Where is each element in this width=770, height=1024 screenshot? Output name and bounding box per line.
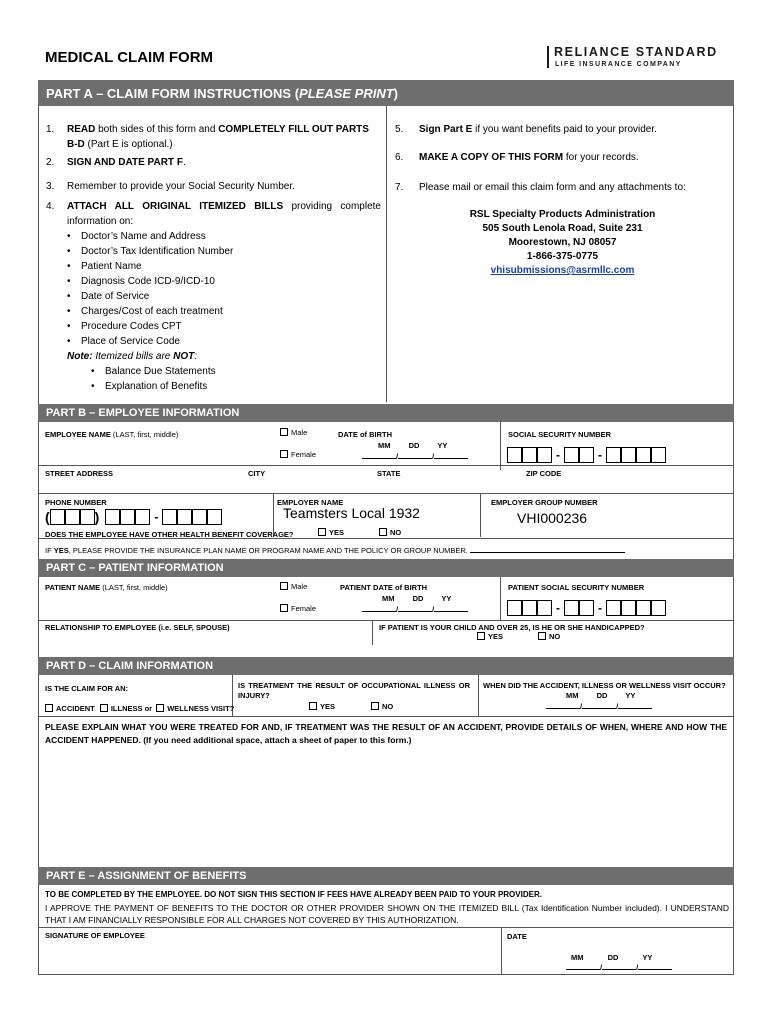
signature-field[interactable] xyxy=(40,940,498,974)
employee-male-option[interactable]: Male xyxy=(280,428,307,437)
list-item: • Place of Service Code xyxy=(67,334,381,349)
employee-female-option[interactable]: Female xyxy=(280,450,316,459)
list-item: • Procedure Codes CPT xyxy=(67,319,381,334)
part-a-divider xyxy=(386,106,387,402)
part-a-header: PART A – CLAIM FORM INSTRUCTIONS (PLEASE PRINT) xyxy=(38,80,734,106)
signature-date-field[interactable]: / / xyxy=(566,962,672,972)
phone-input[interactable]: ( ) - xyxy=(45,509,222,525)
state-label: STATE xyxy=(377,469,401,478)
employee-name-label: EMPLOYEE NAME (LAST, first, middle) xyxy=(45,430,179,439)
part-a-left-instructions: 1. READ both sides of this form and COMPLETELY FILL OUT PARTS B-D (Part E is optional.) 2. SIGN AND DATE PART F. 3. Remember to provide your Social Security Number. 4. ATTACH ALL ORIGINAL ITEMIZED BILLS providing complete information on: • Doctor’s Name and Address • Doctor’s Tax Identification Number • Patient Name • Diagnosis Code ICD-9/ICD-10 • Date of Service • Charges/Cost of each treatment • Procedure Codes CPT • Place of Service Code Note: Itemized bills are NOT: • Balance Due Statements • Explanation of Benefits xyxy=(46,122,381,394)
list-item: • Diagnosis Code ICD-9/ICD-10 xyxy=(67,274,381,289)
patient-dob-field[interactable]: / / xyxy=(362,604,468,614)
part-e-instruction: TO BE COMPLETED BY THE EMPLOYEE. DO NOT SIGN THIS SECTION IF FEES HAVE ALREADY BEEN PAID TO YOUR PROVIDER. xyxy=(45,890,542,899)
employer-name-label: EMPLOYER NAME xyxy=(277,498,344,507)
email-link[interactable]: vhisubmissions@asrmllc.com xyxy=(490,265,635,276)
occupational-question: IS TREATMENT THE RESULT OF OCCUPATIONAL ILLNESS OR INJURY? xyxy=(238,681,470,700)
list-item: • Balance Due Statements xyxy=(91,364,381,379)
part-d-header: PART D – CLAIM INFORMATION xyxy=(38,657,734,675)
form-title: MEDICAL CLAIM FORM xyxy=(45,49,214,66)
itemized-bill-info-list xyxy=(67,229,381,349)
occurrence-date-field[interactable]: / / xyxy=(546,701,652,711)
claim-type-options xyxy=(45,704,234,713)
itemized-bill-note: Note: Itemized bills are NOT: xyxy=(67,351,198,362)
patient-dob-label: PATIENT DATE of BIRTH xyxy=(340,583,428,592)
illness-option[interactable]: ILLNESS or xyxy=(100,704,152,713)
zip-label: ZIP CODE xyxy=(526,469,562,478)
street-label: STREET ADDRESS xyxy=(45,469,114,478)
other-coverage-no[interactable]: NO xyxy=(379,528,401,537)
handicapped-question: IF PATIENT IS YOUR CHILD AND OVER 25, IS HE OR SHE HANDICAPPED? xyxy=(379,623,645,632)
occupational-yes[interactable]: YES xyxy=(309,702,335,711)
list-item: • Date of Service xyxy=(67,289,381,304)
employee-dob-field[interactable]: / / xyxy=(362,451,468,461)
part-a-title: PART A – CLAIM FORM INSTRUCTIONS xyxy=(46,86,292,101)
treatment-explanation-label: PLEASE EXPLAIN WHAT YOU WERE TREATED FOR AND, IF TREATMENT WAS THE RESULT OF AN ACCIDENT, PROVIDE DETAILS OF WHEN, WHERE AND HOW THE ACCIDENT HAPPENED. (If you need additional space, attach a sheet of paper to this form.) xyxy=(45,722,727,745)
other-coverage-details: IF YES, PLEASE PROVIDE THE INSURANCE PLAN NAME OR PROGRAM NAME AND THE POLICY OR GROUP NUMBER. xyxy=(45,546,625,555)
patient-female-option[interactable]: Female xyxy=(280,604,316,613)
part-e-authorization: I APPROVE THE PAYMENT OF BENEFITS TO THE DOCTOR OR OTHER PROVIDER SHOWN ON THE ITEMIZED BILL (Tax Identification Number included). I UNDERSTAND THAT I AM FINANCIALLY RESPONSIBLE FOR ALL CHARGES NOT COVERED BY THIS AUTHORIZATION. xyxy=(45,903,729,925)
group-number-value[interactable]: VHI000236 xyxy=(517,510,588,526)
not-itemized-list xyxy=(91,364,381,394)
ssn-label: SOCIAL SECURITY NUMBER xyxy=(508,430,612,439)
part-b-header: PART B – EMPLOYEE INFORMATION xyxy=(38,404,734,422)
treatment-explanation-field[interactable] xyxy=(40,750,732,865)
wellness-option[interactable]: WELLNESS VISIT? xyxy=(156,704,234,713)
relationship-label: RELATIONSHIP TO EMPLOYEE (i.e. SELF, SPOUSE) xyxy=(45,623,230,632)
ssn-input[interactable]: - - xyxy=(507,447,666,463)
patient-male-option[interactable]: Male xyxy=(280,582,307,591)
employer-name-value[interactable]: Teamsters Local 1932 xyxy=(283,505,420,521)
group-number-label: EMPLOYER GROUP NUMBER xyxy=(491,498,598,507)
other-coverage-yes[interactable]: YES xyxy=(318,528,344,537)
accident-option[interactable]: ACCIDENT xyxy=(45,704,95,713)
list-item: • Patient Name xyxy=(67,259,381,274)
part-e-header: PART E – ASSIGNMENT OF BENEFITS xyxy=(38,867,734,885)
occupational-no[interactable]: NO xyxy=(371,702,393,711)
signature-label: SIGNATURE OF EMPLOYEE xyxy=(45,931,145,940)
other-coverage-question: DOES THE EMPLOYEE HAVE OTHER HEALTH BENEFIT COVERAGE? xyxy=(45,530,294,539)
list-item: • Charges/Cost of each treatment xyxy=(67,304,381,319)
mailing-address: RSL Specialty Products Administration 505 South Lenola Road, Suite 231 Moorestown, NJ 08057 1-866-375-0775 vhisubmissions@asrmllc.com xyxy=(469,209,656,276)
patient-ssn-input[interactable]: - - xyxy=(507,600,666,616)
female-checkbox xyxy=(280,450,288,458)
male-checkbox xyxy=(280,428,288,436)
occurrence-date-label: WHEN DID THE ACCIDENT, ILLNESS OR WELLNESS VISIT OCCUR? xyxy=(483,681,726,690)
patient-name-label: PATIENT NAME (LAST, first, middle) xyxy=(45,583,168,592)
part-a-note: PLEASE PRINT xyxy=(299,86,394,101)
phone-label: PHONE NUMBER xyxy=(45,498,107,507)
signature-date-label: DATE xyxy=(507,932,527,941)
city-label: CITY xyxy=(248,469,266,478)
handicapped-no[interactable]: NO xyxy=(538,632,560,641)
list-item: • Doctor’s Name and Address xyxy=(67,229,381,244)
logo-bar xyxy=(547,46,549,68)
logo-sub: LIFE INSURANCE COMPANY xyxy=(555,61,682,68)
claim-type-label: IS THE CLAIM FOR AN: xyxy=(45,684,129,693)
part-c-header: PART C – PATIENT INFORMATION xyxy=(38,559,734,577)
employee-dob-label: DATE of BIRTH xyxy=(338,430,393,439)
part-a-right-instructions: 5. Sign Part E if you want benefits paid to your provider. 6. MAKE A COPY OF THIS FORM for your records. 7. Please mail or email this claim form and any attachments to: RSL Specialty Products Administration 505 South Lenola Road, Suite 231 Moorestown, NJ 08057 1-866-375-0775 vhisubmissions@asrmllc.com xyxy=(395,122,730,278)
patient-ssn-label: PATIENT SOCIAL SECURITY NUMBER xyxy=(508,583,645,592)
handicapped-yes[interactable]: YES xyxy=(477,632,503,641)
logo-main: RELIANCE STANDARD xyxy=(554,45,718,59)
employee-dob-format: MM DD YY xyxy=(378,441,448,450)
list-item: • Doctor’s Tax Identification Number xyxy=(67,244,381,259)
list-item: • Explanation of Benefits xyxy=(91,379,381,394)
